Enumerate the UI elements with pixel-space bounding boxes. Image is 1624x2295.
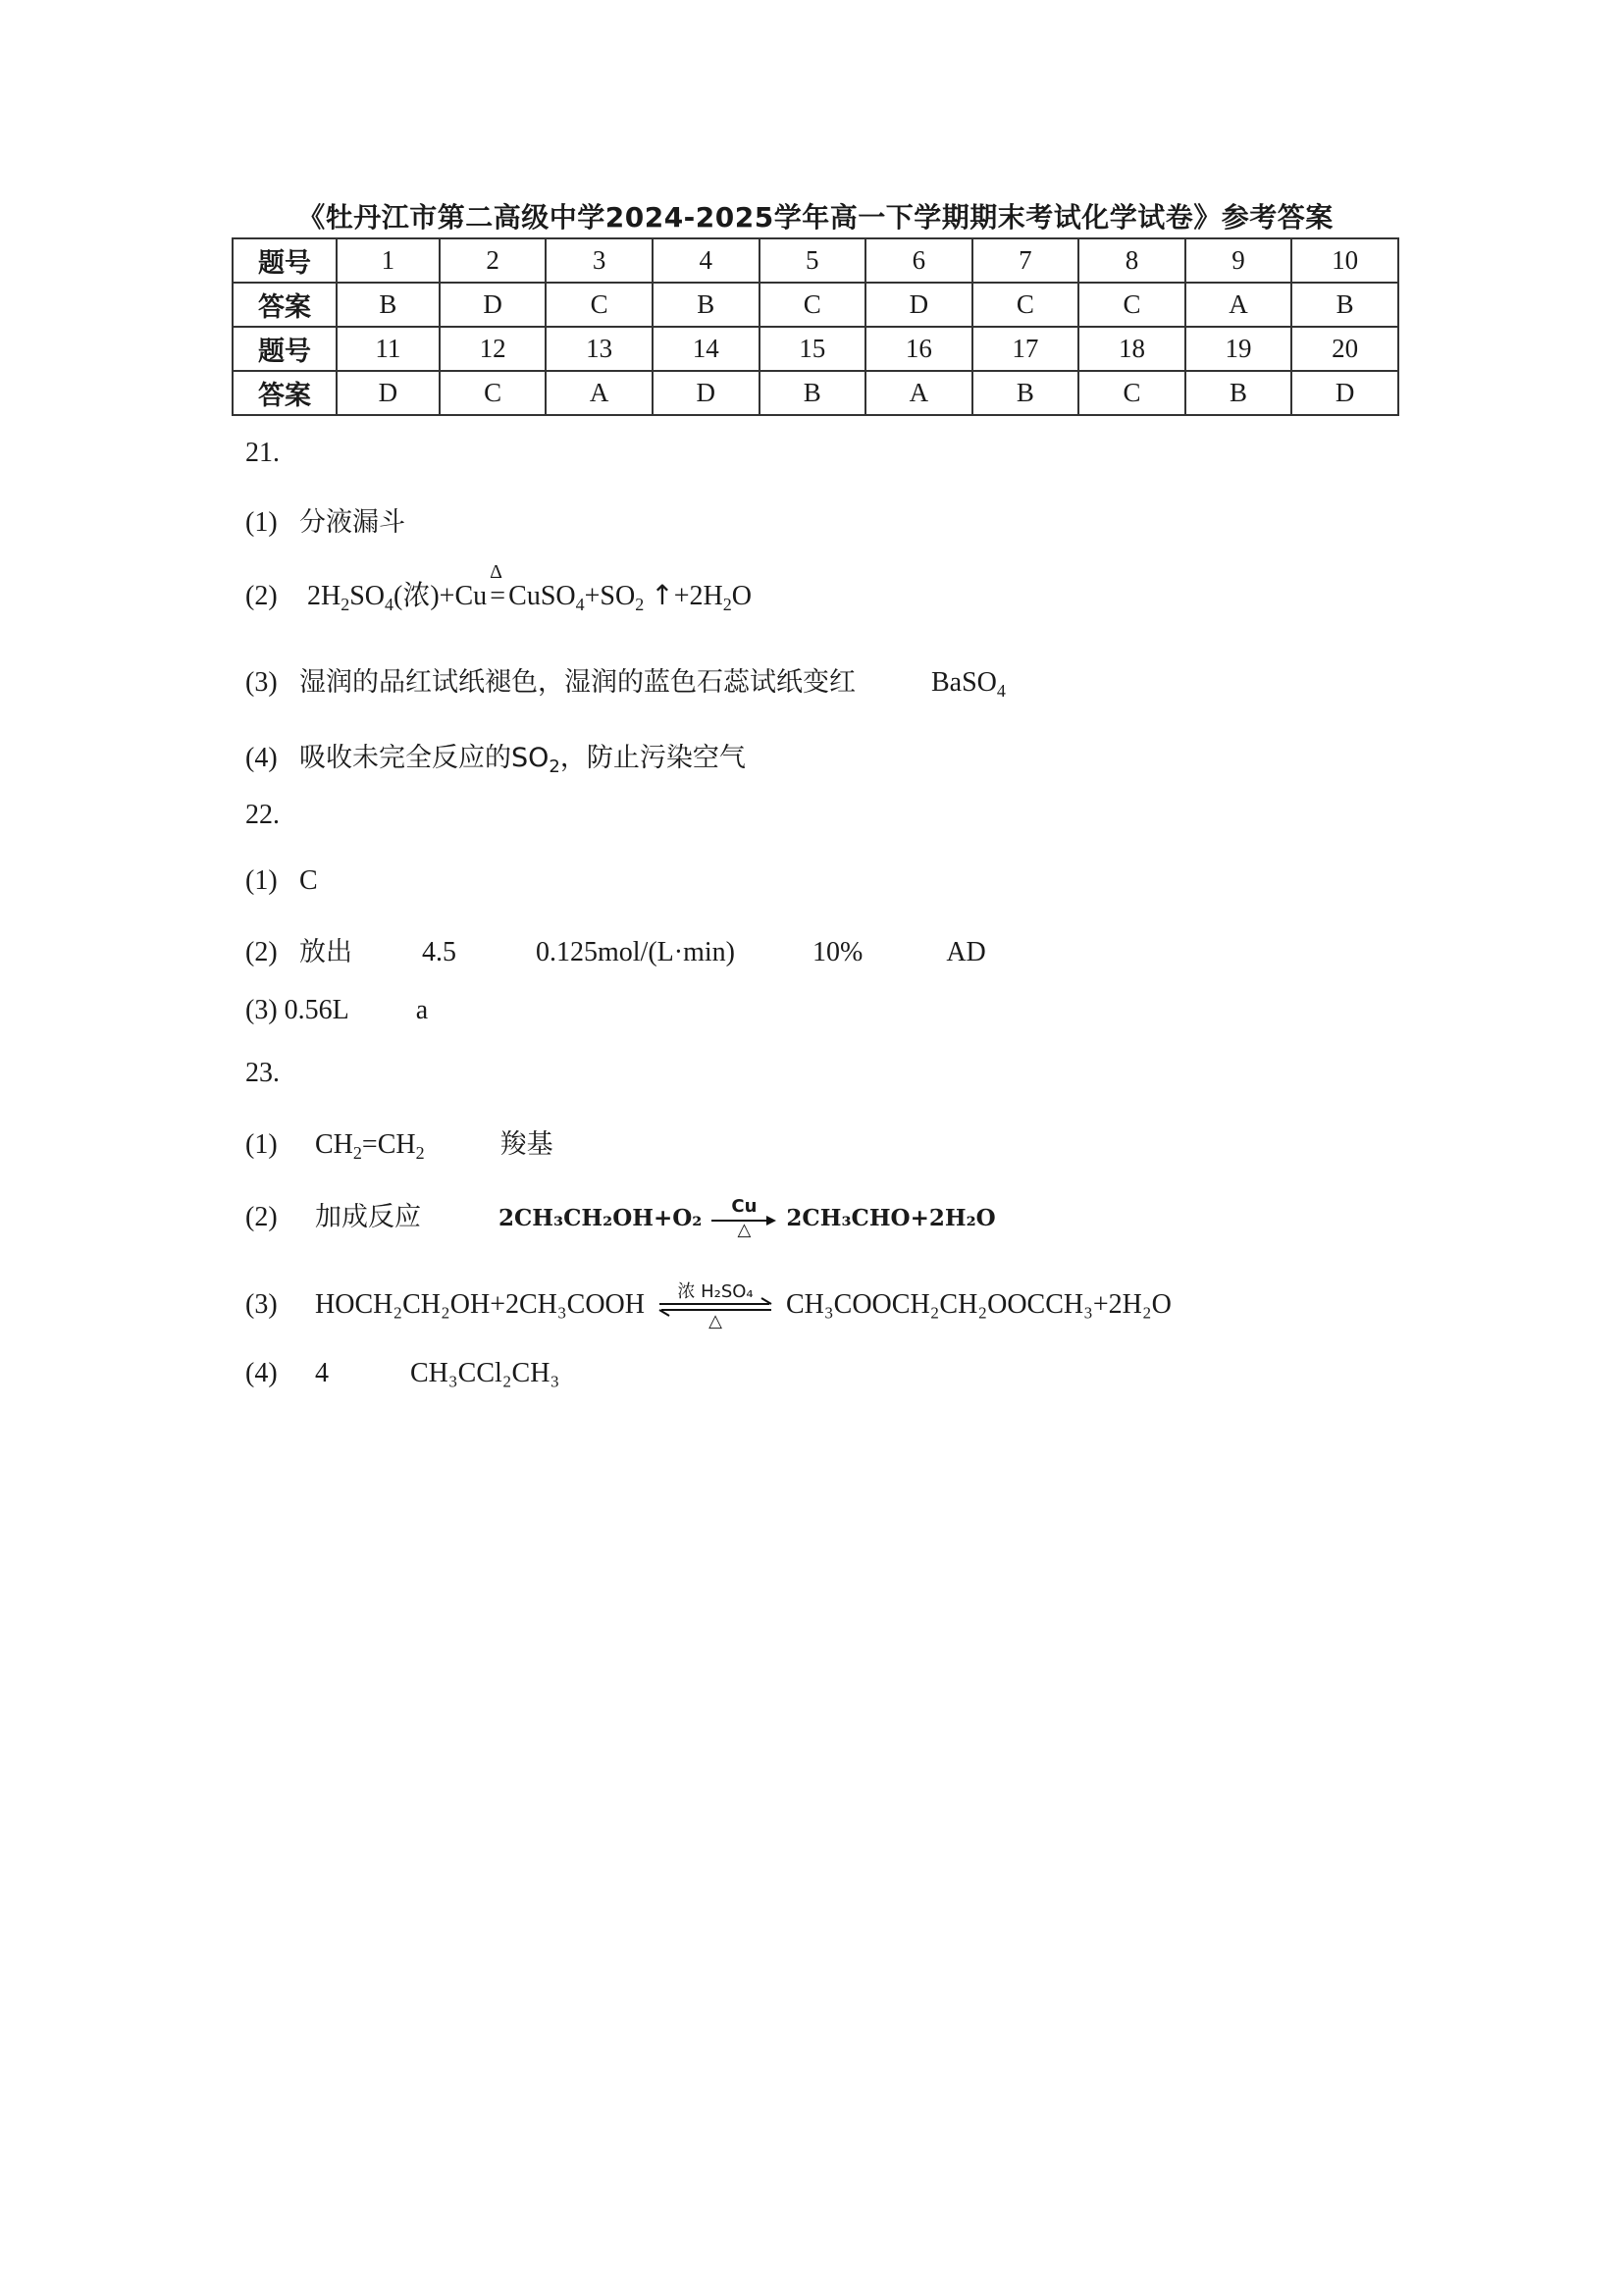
table-cell: B: [972, 371, 1079, 415]
table-row: [233, 283, 1398, 327]
answer-formula: CH₃CCl₂CH₃: [410, 1358, 560, 1388]
table-cell: A: [1185, 283, 1292, 327]
row-label: 答案: [233, 371, 337, 415]
answer-line: [245, 1195, 996, 1239]
table-cell: D: [653, 371, 760, 415]
part-number: (3): [245, 1289, 278, 1321]
table-cell: 18: [1078, 327, 1185, 371]
table-cell: D: [337, 371, 440, 415]
table-cell: B: [1291, 283, 1398, 327]
answer-formula: BaSO$_4$: [931, 667, 1006, 701]
table-cell: C: [1078, 371, 1185, 415]
part-number: (1): [245, 865, 278, 896]
table-cell: B: [653, 283, 760, 327]
table-cell: 8: [1078, 238, 1185, 283]
row-label: 题号: [233, 238, 337, 283]
reaction-arrow: Cu △: [709, 1200, 778, 1239]
answer-line: [245, 930, 986, 968]
answer-text: 放出: [299, 937, 352, 967]
answer-text: 吸收未完全反应的$SO_2$，防止污染空气: [299, 743, 746, 777]
table-cell: C: [1078, 283, 1185, 327]
table-cell: 11: [337, 327, 440, 371]
table-cell: A: [546, 371, 653, 415]
table-cell: 16: [865, 327, 972, 371]
page-title: 《牡丹江市第二高级中学2024-2025学年高一下学期期末考试化学试卷》参考答案: [297, 201, 1334, 234]
question-number: 22.: [245, 800, 280, 830]
table-cell: B: [1185, 371, 1292, 415]
table-cell: 17: [972, 327, 1079, 371]
answer-text: 羧基: [499, 1129, 553, 1160]
answer-text: C: [299, 865, 318, 896]
chemical-equation: HOCH₂CH₂OH+2CH₃COOH 浓 H₂SO₄ △ CH₃COOCH₂CH₂OOCCH₃+2H₂O: [315, 1289, 1172, 1320]
answer-line: [245, 865, 318, 897]
answer-text: 0.56L: [284, 995, 348, 1025]
table-cell: 7: [972, 238, 1079, 283]
table-cell: A: [865, 371, 972, 415]
table-cell: 12: [440, 327, 547, 371]
table-cell: 2: [440, 238, 547, 283]
table-cell: 4: [653, 238, 760, 283]
table-cell: B: [760, 371, 866, 415]
answer-line: [245, 1279, 1172, 1334]
answer-line: [245, 561, 752, 615]
part-number: (4): [245, 1358, 278, 1388]
answer-text: 湿润的品红试纸褪色，湿润的蓝色石蕊试纸变红: [299, 667, 856, 698]
table-cell: 5: [760, 238, 866, 283]
part-number: (1): [245, 507, 278, 538]
chemical-equation: $2H_2SO_4$(浓)+Cu Δ = $CuSO_4+SO_2$ $↑+2H_2O$: [307, 561, 752, 614]
answer-text: 10%: [812, 937, 864, 967]
answer-text: 0.125mol/(L·min): [536, 937, 735, 967]
part-number: (4): [245, 743, 278, 773]
part-number: (2): [245, 581, 278, 611]
question-number: 21.: [245, 438, 280, 468]
table-cell: C: [972, 283, 1079, 327]
answer-text: 4: [315, 1358, 329, 1388]
table-cell: 1: [337, 238, 440, 283]
part-number: (2): [245, 1202, 278, 1232]
question-number: 23.: [245, 1058, 280, 1088]
part-number: (3): [245, 667, 278, 698]
table-cell: 10: [1291, 238, 1398, 283]
answer-text: 分液漏斗: [299, 507, 405, 538]
chemical-equation: 2CH₃CH₂OH+O₂ Cu △ 2CH₃CHO+2H₂O: [498, 1196, 996, 1240]
answer-line: [245, 995, 428, 1026]
answer-formula: $CH_2=CH_2$: [315, 1129, 425, 1163]
answer-line: [245, 736, 746, 777]
table-row: [233, 238, 1398, 283]
table-cell: C: [546, 283, 653, 327]
reversible-arrow: 浓 H₂SO₄ △: [652, 1279, 779, 1334]
table-cell: D: [440, 283, 547, 327]
table-cell: 9: [1185, 238, 1292, 283]
row-label: 答案: [233, 283, 337, 327]
row-label: 题号: [233, 327, 337, 371]
table-row: [233, 327, 1398, 371]
answer-line: [245, 1358, 559, 1389]
answer-line: [245, 1122, 553, 1164]
table-cell: 14: [653, 327, 760, 371]
answer-line: [245, 660, 1006, 702]
table-cell: 6: [865, 238, 972, 283]
part-number: (1): [245, 1129, 278, 1160]
answer-text: 加成反应: [315, 1202, 421, 1232]
answer-line: [245, 500, 405, 539]
table-cell: C: [760, 283, 866, 327]
answer-table: [232, 237, 1399, 416]
table-cell: 13: [546, 327, 653, 371]
table-row: [233, 371, 1398, 415]
part-number: (3): [245, 995, 278, 1025]
part-number: (2): [245, 937, 278, 967]
answer-text: 4.5: [422, 937, 456, 967]
answer-text: a: [415, 995, 429, 1025]
table-cell: 20: [1291, 327, 1398, 371]
table-cell: 19: [1185, 327, 1292, 371]
table-cell: C: [440, 371, 547, 415]
answer-text: AD: [946, 937, 986, 967]
table-cell: B: [337, 283, 440, 327]
table-cell: D: [1291, 371, 1398, 415]
table-cell: D: [865, 283, 972, 327]
table-cell: 3: [546, 238, 653, 283]
table-cell: 15: [760, 327, 866, 371]
